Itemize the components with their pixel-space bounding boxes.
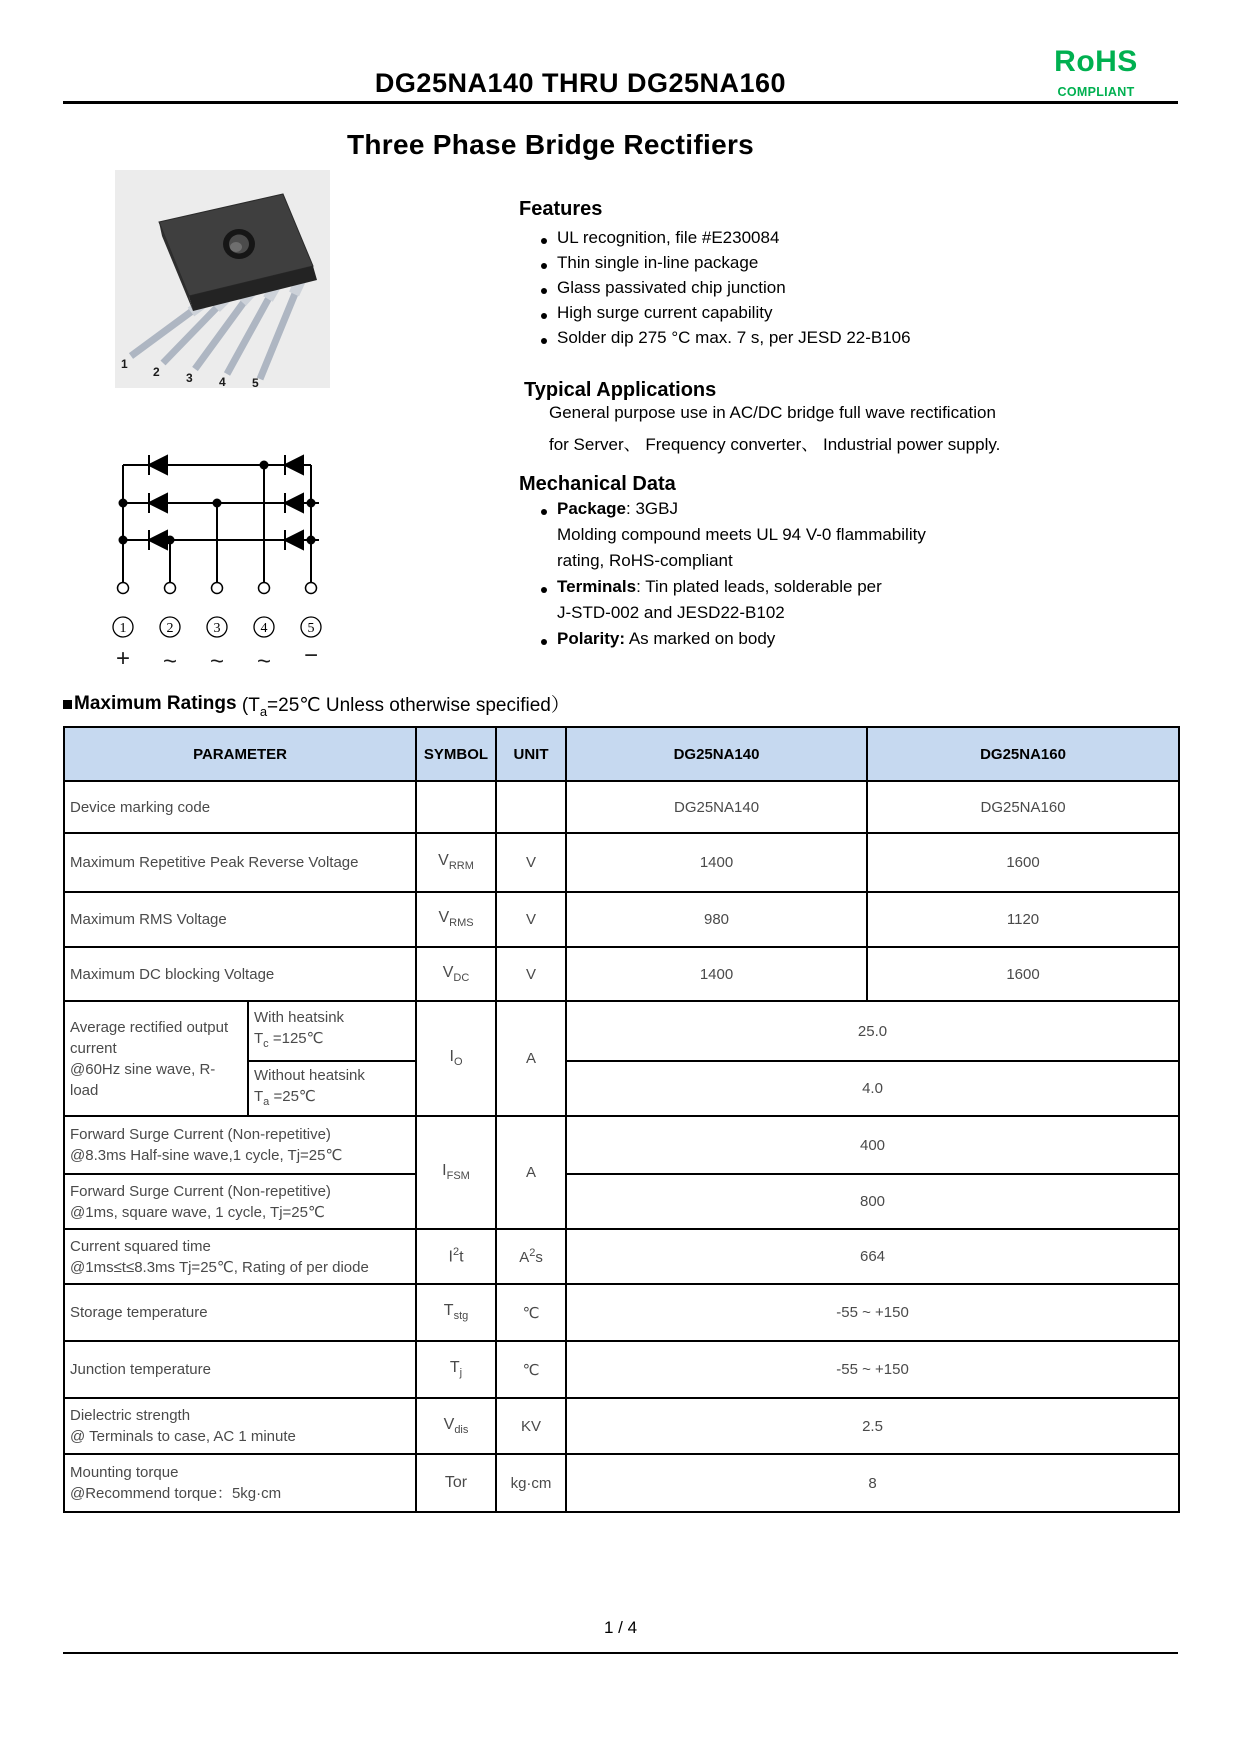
unit-cell: V xyxy=(496,892,566,947)
svg-text:5: 5 xyxy=(307,621,315,636)
rohs-badge xyxy=(1038,46,1154,99)
table-row-vrms xyxy=(64,892,1179,947)
value-cell-merged: 8 xyxy=(566,1454,1179,1512)
value-cell-160: 1600 xyxy=(867,833,1179,892)
svg-text:1: 1 xyxy=(121,357,128,371)
schematic-wires xyxy=(123,465,319,582)
symbol-cell: $V_{dis}$ xyxy=(416,1398,496,1454)
mechanical-heading: Mechanical Data xyxy=(519,473,676,495)
unit-cell: kg·cm xyxy=(496,1454,566,1512)
unit-cell: V xyxy=(496,947,566,1001)
table-row-tor xyxy=(64,1454,1179,1512)
table-row-vrrm xyxy=(64,833,1179,892)
mech-terminals: Terminals: Tin plated leads, solderable per xyxy=(557,577,882,596)
svg-text:3: 3 xyxy=(213,621,221,636)
terminal-circles xyxy=(118,583,317,594)
table-row-vdc xyxy=(64,947,1179,1001)
table-row-tstg xyxy=(64,1284,1179,1341)
bullet-icon xyxy=(541,587,547,593)
list-item xyxy=(541,278,1101,303)
param-cell: Device marking code xyxy=(64,781,416,833)
max-ratings-title: Maximum Ratings xyxy=(74,693,237,715)
list-item xyxy=(541,577,1101,603)
feature-text: Thin single in-line package xyxy=(557,253,759,272)
param-cell: Maximum RMS Voltage xyxy=(64,892,416,947)
rohs-label: RoHS xyxy=(1054,45,1138,78)
value-cell-140: 1400 xyxy=(566,947,867,1001)
table-row-i2t xyxy=(64,1229,1179,1284)
value-cell-merged: 25.0 xyxy=(566,1001,1179,1061)
col-header-dg25na160: DG25NA160 xyxy=(867,727,1179,781)
unit-cell: ℃ xyxy=(496,1284,566,1341)
param-cell: Mounting torque @Recommend torque：5kg·cm xyxy=(64,1454,416,1512)
unit-cell: ℃ xyxy=(496,1341,566,1398)
value-cell-140: 1400 xyxy=(566,833,867,892)
condition-cell: With heatsink $T_c$ =125℃ xyxy=(248,1001,416,1061)
param-cell: Average rectified output current @60Hz sine wave, R-load xyxy=(64,1001,248,1116)
svg-text:+: + xyxy=(115,645,131,672)
bullet-icon xyxy=(541,313,547,319)
param-cell: Dielectric strength @ Terminals to case, AC 1 minute xyxy=(64,1398,416,1454)
table-row-tj xyxy=(64,1341,1179,1398)
features-heading: Features xyxy=(519,198,603,220)
mech-package: Package: 3GBJ xyxy=(557,499,678,518)
table-row-vdis xyxy=(64,1398,1179,1454)
value-cell-160: DG25NA160 xyxy=(867,781,1179,833)
feature-text: High surge current capability xyxy=(557,303,773,322)
table-row-ifsm-square xyxy=(64,1174,1179,1229)
bullet-icon xyxy=(541,288,547,294)
col-header-symbol: SYMBOL xyxy=(416,727,496,781)
symbol-cell: $V_{RMS}$ xyxy=(416,892,496,947)
symbol-cell: $I^2t$ xyxy=(416,1229,496,1284)
table-row-device-marking xyxy=(64,781,1179,833)
page-title: Three Phase Bridge Rectifiers xyxy=(346,129,755,160)
symbol-cell: $I_O$ xyxy=(416,1001,496,1116)
page-number: 1 / 4 xyxy=(603,1618,638,1637)
applications-text-line2: for Server、 Frequency converter、 Industrial power supply. xyxy=(549,435,1001,454)
value-cell-merged: -55 ~ +150 xyxy=(566,1284,1179,1341)
bridge-schematic xyxy=(100,439,355,674)
footer-divider xyxy=(63,1652,1178,1654)
bullet-icon xyxy=(541,509,547,515)
param-cell: Forward Surge Current (Non-repetitive) @1ms, square wave, 1 cycle, Tj=25℃ xyxy=(64,1174,416,1229)
terminal-polarity-symbols xyxy=(116,642,318,674)
bullet-icon xyxy=(541,338,547,344)
mech-package-line2: Molding compound meets UL 94 V-0 flammability xyxy=(557,525,926,544)
symbol-cell: $T_{stg}$ xyxy=(416,1284,496,1341)
unit-cell: V xyxy=(496,833,566,892)
applications-heading: Typical Applications xyxy=(524,379,717,401)
feature-text: UL recognition, file #E230084 xyxy=(557,228,780,247)
value-cell-merged: -55 ~ +150 xyxy=(566,1341,1179,1398)
mech-package-line3: rating, RoHS-compliant xyxy=(557,551,733,570)
bullet-icon xyxy=(541,639,547,645)
max-ratings-condition: ($T_a=25℃$ Unless otherwise specified） xyxy=(241,695,570,719)
value-cell-160: 1600 xyxy=(867,947,1179,1001)
list-item xyxy=(541,253,1101,278)
param-cell: Current squared time @1ms≤t≤8.3ms Tj=25℃, Rating of per diode xyxy=(64,1229,416,1284)
header-divider xyxy=(63,101,1178,104)
bullet-icon xyxy=(541,263,547,269)
svg-text:4: 4 xyxy=(260,621,268,636)
value-cell-140: 980 xyxy=(566,892,867,947)
unit-cell: A xyxy=(496,1116,566,1229)
unit-cell: KV xyxy=(496,1398,566,1454)
max-ratings-table xyxy=(63,726,1180,1513)
col-header-unit: UNIT xyxy=(496,727,566,781)
mech-terminals-line2: J-STD-002 and JESD22-B102 xyxy=(557,603,785,622)
symbol-cell: $V_{RRM}$ xyxy=(416,833,496,892)
part-range-title: DG25NA140 THRU DG25NA160 xyxy=(374,68,787,98)
param-cell: Maximum Repetitive Peak Reverse Voltage xyxy=(64,833,416,892)
svg-text:~: ~ xyxy=(209,648,225,674)
symbol-cell: $V_{DC}$ xyxy=(416,947,496,1001)
table-row-io-heatsink xyxy=(64,1001,1179,1061)
feature-text: Solder dip 275 °C max. 7 s, per JESD 22-B106 xyxy=(557,328,911,347)
unit-cell xyxy=(496,781,566,833)
rohs-compliant-label: COMPLIANT xyxy=(1057,85,1135,99)
bullet-icon xyxy=(541,238,547,244)
list-item xyxy=(541,629,1101,655)
unit-cell: A xyxy=(496,1001,566,1116)
terminal-number-labels xyxy=(120,621,315,636)
table-row-ifsm-halfsine xyxy=(64,1116,1179,1174)
svg-text:2: 2 xyxy=(153,365,160,379)
col-header-dg25na140: DG25NA140 xyxy=(566,727,867,781)
value-cell-merged: 2.5 xyxy=(566,1398,1179,1454)
value-cell-140: DG25NA140 xyxy=(566,781,867,833)
mounting-hole-highlight xyxy=(230,242,242,252)
value-cell-merged: 4.0 xyxy=(566,1061,1179,1116)
svg-text:~: ~ xyxy=(256,648,272,674)
svg-text:1: 1 xyxy=(119,621,127,636)
value-cell-merged: 400 xyxy=(566,1116,1179,1174)
unit-cell: $A^2s$ xyxy=(496,1229,566,1284)
svg-text:3: 3 xyxy=(186,371,193,385)
condition-cell: Without heatsink $T_a$ =25℃ xyxy=(248,1061,416,1116)
list-item xyxy=(541,499,1101,525)
symbol-cell: Tor xyxy=(416,1454,496,1512)
list-item xyxy=(541,228,1101,253)
symbol-cell xyxy=(416,781,496,833)
param-cell: Junction temperature xyxy=(64,1341,416,1398)
param-cell: Storage temperature xyxy=(64,1284,416,1341)
svg-text:4: 4 xyxy=(219,375,226,388)
symbol-cell: $T_j$ xyxy=(416,1341,496,1398)
list-item xyxy=(541,303,1101,328)
applications-text-line1: General purpose use in AC/DC bridge full wave rectification xyxy=(549,403,996,422)
col-header-parameter: PARAMETER xyxy=(64,727,416,781)
param-cell: Maximum DC blocking Voltage xyxy=(64,947,416,1001)
svg-text:2: 2 xyxy=(166,621,174,636)
param-cell: Forward Surge Current (Non-repetitive) @8.3ms Half-sine wave,1 cycle, Tj=25℃ xyxy=(64,1116,416,1174)
table-header-row xyxy=(64,727,1179,781)
value-cell-merged: 800 xyxy=(566,1174,1179,1229)
svg-text:5: 5 xyxy=(252,376,259,388)
square-bullet-icon xyxy=(63,700,72,709)
svg-text:−: − xyxy=(303,642,319,669)
value-cell-merged: 664 xyxy=(566,1229,1179,1284)
max-ratings-heading xyxy=(63,690,570,719)
value-cell-160: 1120 xyxy=(867,892,1179,947)
mech-polarity: Polarity: As marked on body xyxy=(557,629,776,648)
features-list xyxy=(541,228,1101,353)
feature-text: Glass passivated chip junction xyxy=(557,278,786,297)
list-item xyxy=(541,328,1101,353)
svg-text:~: ~ xyxy=(162,648,178,674)
symbol-cell: $I_{FSM}$ xyxy=(416,1116,496,1229)
package-photo xyxy=(115,170,330,388)
mechanical-list xyxy=(541,499,1101,655)
